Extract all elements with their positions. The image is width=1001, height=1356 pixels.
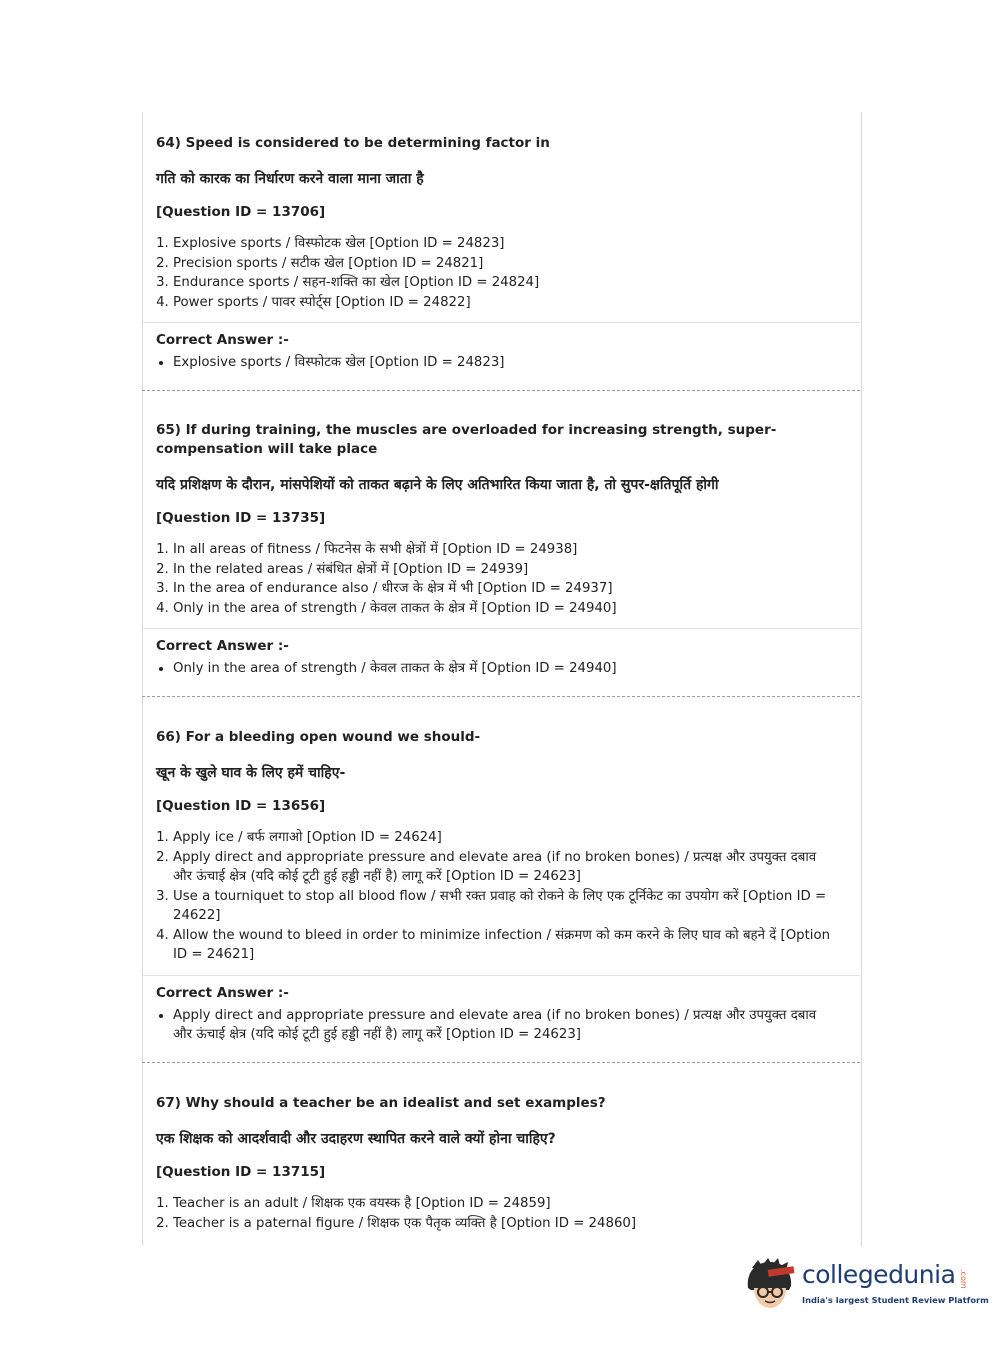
question-separator	[142, 390, 860, 391]
question-title: 65) If during training, the muscles are overloaded for increasing strength, super-compensation will take place	[156, 422, 777, 457]
option-item: 1. Explosive sports / विस्फोटक खेल [Option ID = 24823]	[173, 234, 834, 254]
correct-answer-label: Correct Answer :-	[156, 332, 289, 348]
logo-tagline: India's largest Student Review Platform	[802, 1295, 989, 1305]
correct-answer: • Only in the area of strength / केवल ताकत के क्षेत्र में [Option ID = 24940]	[173, 659, 834, 679]
correct-answer-label: Correct Answer :-	[156, 638, 289, 654]
option-item: 2. Apply direct and appropriate pressure and elevate area (if no broken bones) / प्रत्यक्ष और उपयुक्त दबाव और ऊंचाई क्षेत्र (यदि कोई टूटी हुई हड्डी नहीं है) लागू करें [Option ID = 24623]	[173, 848, 834, 887]
option-item: 2. In the related areas / संबंधित क्षेत्रों में [Option ID = 24939]	[173, 560, 834, 580]
question-hindi: खून के खुले घाव के लिए हमें चाहिए-	[156, 765, 346, 781]
mascot-icon	[742, 1250, 802, 1316]
option-item: 1. Apply ice / बर्फ लगाओ [Option ID = 24624]	[173, 828, 834, 848]
options-list	[156, 828, 834, 965]
options-list	[156, 540, 834, 618]
question-separator	[142, 696, 860, 697]
question-65	[142, 421, 860, 679]
collegedunia-logo	[742, 1250, 989, 1316]
question-title: 64) Speed is considered to be determining factor in	[156, 135, 550, 151]
question-66	[142, 728, 860, 1045]
correct-answer: • Apply direct and appropriate pressure and elevate area (if no broken bones) / प्रत्यक्ष और उपयुक्त दबाव और ऊंचाई क्षेत्र (यदि कोई टूटी हुई हड्डी नहीं है) लागू करें [Option ID = 24623]	[173, 1006, 834, 1045]
question-id: [Question ID = 13735]	[156, 510, 326, 526]
logo-suffix: .com	[959, 1269, 968, 1289]
option-item: 3. Endurance sports / सहन-शक्ति का खेल [Option ID = 24824]	[173, 273, 834, 293]
correct-answer: • Explosive sports / विस्फोटक खेल [Option ID = 24823]	[173, 353, 834, 373]
options-list	[156, 1194, 834, 1233]
option-item: 3. Use a tourniquet to stop all blood flow / सभी रक्त प्रवाह को रोकने के लिए एक टूर्निकेट का उपयोग करें [Option ID = 24622]	[173, 887, 834, 926]
option-item: 4. Allow the wound to bleed in order to minimize infection / संक्रमण को कम करने के लिए घाव को बहने दें [Option ID = 24621]	[173, 926, 834, 965]
question-hindi: एक शिक्षक को आदर्शवादी और उदाहरण स्थापित करने वाले क्यों होना चाहिए?	[156, 1131, 556, 1147]
question-title: 66) For a bleeding open wound we should-	[156, 729, 481, 745]
question-hindi: गति को कारक का निर्धारण करने वाला माना जाता है	[156, 171, 424, 187]
question-id: [Question ID = 13715]	[156, 1164, 326, 1180]
question-67	[142, 1094, 860, 1233]
option-item: 1. In all areas of fitness / फिटनेस के सभी क्षेत्रों में [Option ID = 24938]	[173, 540, 834, 560]
divider	[142, 322, 860, 323]
logo-wordmark: collegedunia	[802, 1260, 956, 1289]
divider	[142, 628, 860, 629]
option-item: 1. Teacher is an adult / शिक्षक एक वयस्क है [Option ID = 24859]	[173, 1194, 834, 1214]
options-list	[156, 234, 834, 312]
option-item: 3. In the area of endurance also / धीरज के क्षेत्र में भी [Option ID = 24937]	[173, 579, 834, 599]
option-item: 2. Precision sports / सटीक खेल [Option ID = 24821]	[173, 254, 834, 274]
question-id: [Question ID = 13656]	[156, 798, 326, 814]
question-title: 67) Why should a teacher be an idealist and set examples?	[156, 1095, 606, 1111]
option-item: 4. Only in the area of strength / केवल ताकत के क्षेत्र में [Option ID = 24940]	[173, 599, 834, 619]
option-item: 4. Power sports / पावर स्पोर्ट्स [Option ID = 24822]	[173, 293, 834, 313]
question-id: [Question ID = 13706]	[156, 204, 326, 220]
option-item: 2. Teacher is a paternal figure / शिक्षक एक पैतृक व्यक्ति है [Option ID = 24860]	[173, 1214, 834, 1234]
question-64	[142, 134, 860, 373]
correct-answer-label: Correct Answer :-	[156, 984, 289, 1001]
correct-answer-list	[156, 353, 834, 373]
question-separator	[142, 1062, 860, 1063]
divider	[142, 975, 860, 976]
correct-answer-list	[156, 659, 834, 679]
correct-answer-list	[156, 1006, 834, 1045]
question-hindi: यदि प्रशिक्षण के दौरान, मांसपेशियों को ताकत बढ़ाने के लिए अतिभारित किया जाता है, तो सुपर-क्षतिपूर्ति होगी	[156, 477, 719, 493]
